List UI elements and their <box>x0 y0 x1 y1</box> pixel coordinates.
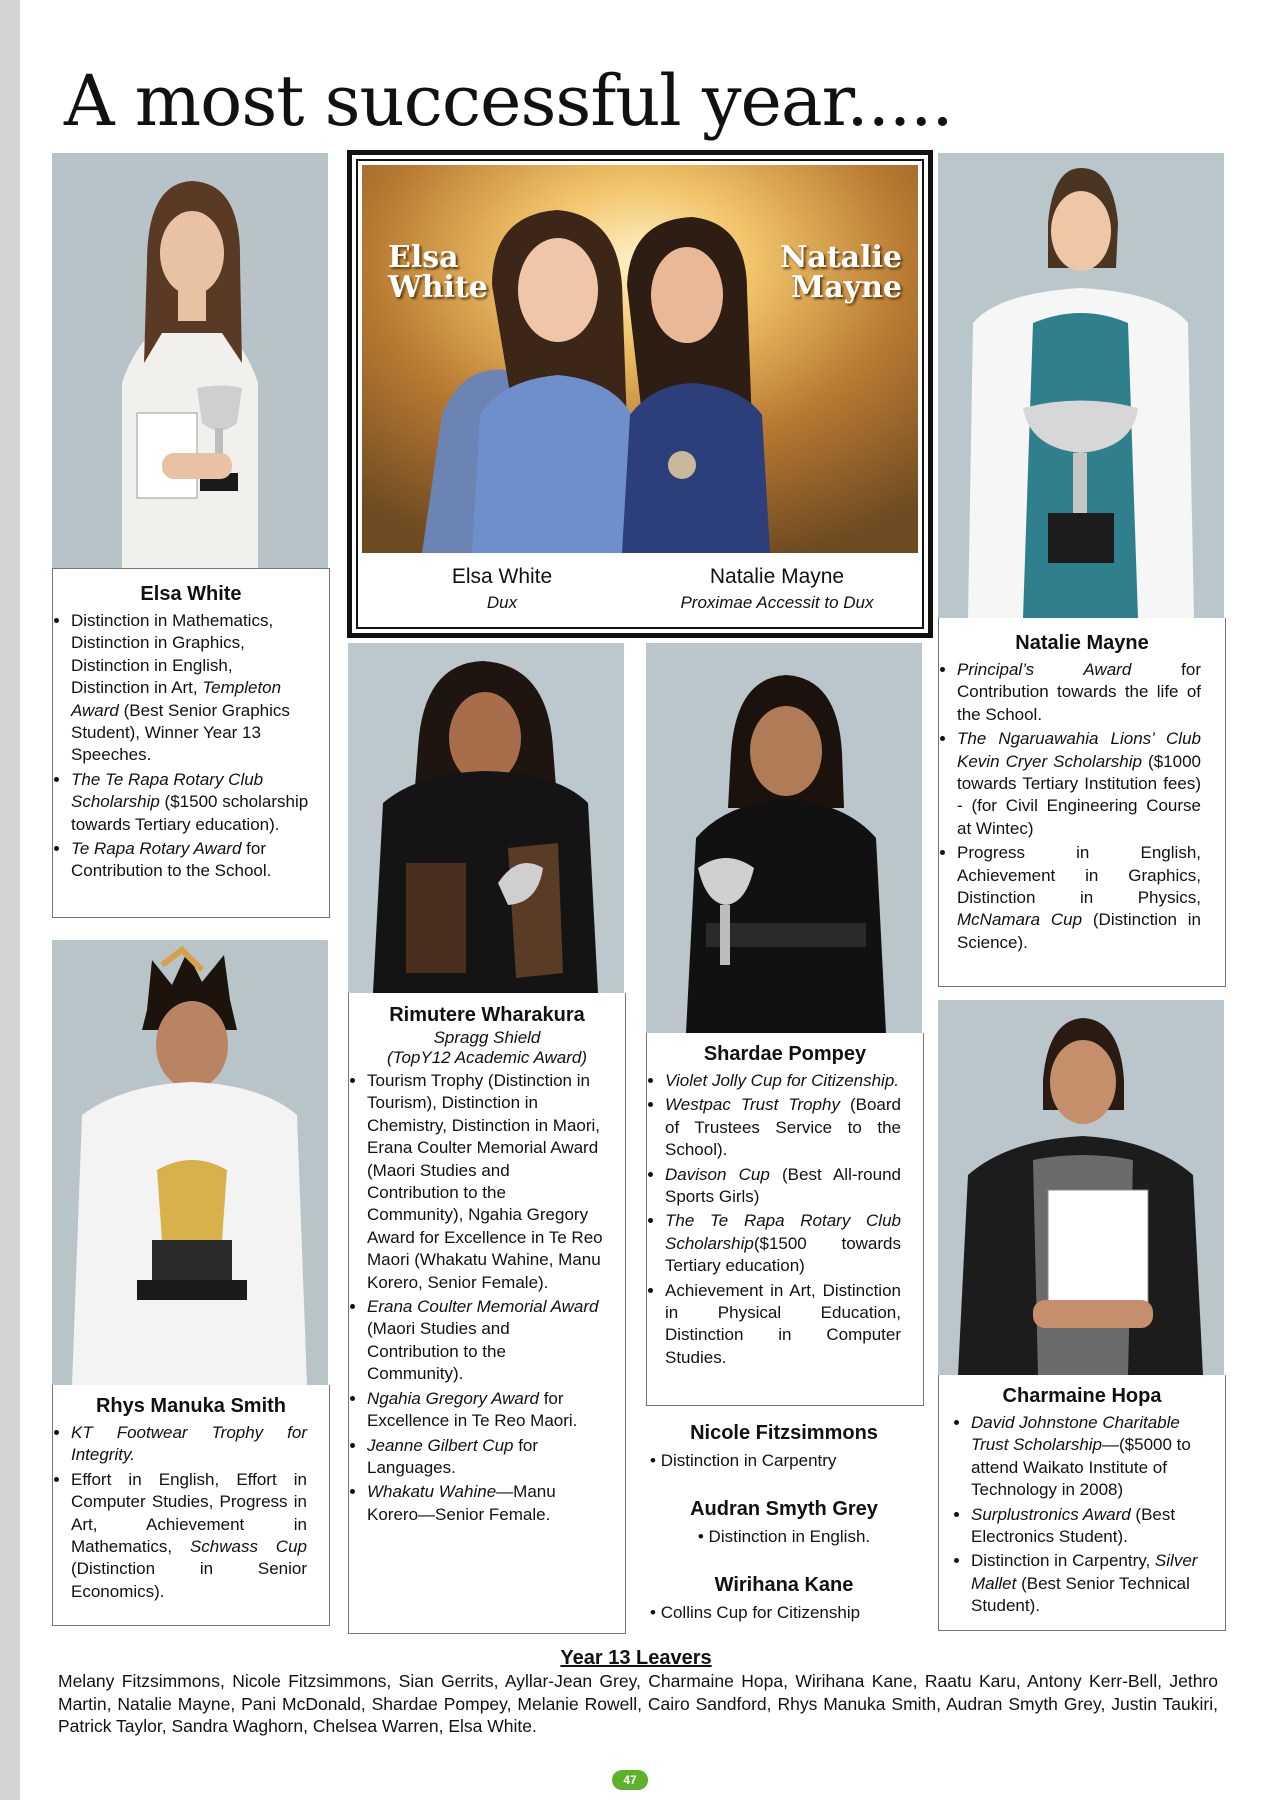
award-item: • David Johnstone Charitable Trust Scholarship—($5000 to attend Waikato Institute of Technology in 2008) <box>971 1412 1207 1502</box>
charmaine-name: Charmaine Hopa <box>1002 1385 1162 1407</box>
page-number-badge: 47 <box>612 1770 648 1790</box>
award-item: • Progress in English, Achievement in Graphics, Distinction in Physics, McNamara Cup (Distinction in Science). <box>957 842 1201 954</box>
shardae-pompey-photo <box>646 643 922 1033</box>
dux-award: Dux <box>486 593 518 612</box>
shardae-awards <box>647 1070 901 1369</box>
elsa-white-photo <box>52 153 328 568</box>
award-item: • Effort in English, Effort in Computer Studies, Progress in Art, Achievement in Mathematics, Schwass Cup (Distinction in Senior Economics). <box>71 1469 307 1603</box>
feature-overlay-right: Natalie Mayne <box>779 240 902 305</box>
dux-feature-box <box>347 150 933 638</box>
audran-award: • Distinction in English. <box>697 1527 871 1546</box>
elsa-white-awards <box>53 610 309 883</box>
rimutere-name: Rimutere Wharakura <box>389 1004 585 1026</box>
award-item: • The Te Rapa Rotary Club Scholarship($1500 towards Tertiary education) <box>665 1210 901 1277</box>
dux-caption <box>372 565 632 613</box>
award-item: • Tourism Trophy (Distinction in Tourism), Distinction in Chemistry, Distinction in Maori, Erana Coulter Memorial Award (Maori Studies and Contribution to the Community), Ngahia Gregory Award for Excellence in Te Reo Maori (Whakatu Wahine, Manu Korero, Senior Female). <box>367 1070 603 1294</box>
wirihana-award: • Collins Cup for Citizenship <box>650 1603 861 1622</box>
award-item: • Distinction in Carpentry, Silver Mallet (Best Senior Technical Student). <box>971 1550 1207 1617</box>
award-item: • Westpac Trust Trophy (Board of Trustees Service to the School). <box>665 1094 901 1161</box>
rimutere-wharakura-photo <box>348 643 624 993</box>
award-item: • Jeanne Gilbert Cup for Languages. <box>367 1435 603 1480</box>
award-item: • Violet Jolly Cup for Citizenship. <box>665 1070 901 1092</box>
page-title: A most successful year..... <box>64 60 953 142</box>
elsa-white-name: Elsa White <box>140 583 242 605</box>
proximae-award: Proximae Accessit to Dux <box>680 593 874 612</box>
feature-overlay-left: Elsa White <box>388 240 488 305</box>
shardae-pompey-card <box>646 1033 924 1406</box>
award-item: • Te Rapa Rotary Award for Contribution to the School. <box>71 838 309 883</box>
wirihana-name: Wirihana Kane <box>714 1574 854 1596</box>
proximae-name: Natalie Mayne <box>709 565 845 588</box>
award-item: • Erana Coulter Memorial Award (Maori Studies and Contribution to the Community). <box>367 1296 603 1386</box>
award-item: • Principal’s Award for Contribution towards the life of the School. <box>957 659 1201 726</box>
natalie-mayne-photo <box>938 153 1224 618</box>
award-item: • KT Footwear Trophy for Integrity. <box>71 1422 307 1467</box>
nicole-name: Nicole Fitzsimmons <box>690 1422 878 1444</box>
award-item: • The Te Rapa Rotary Club Scholarship ($1500 scholarship towards Tertiary education). <box>71 769 309 836</box>
award-item: • Distinction in Mathematics, Distinction in Graphics, Distinction in English, Distinction in Art, Templeton Award (Best Senior Graphics Student), Winner Year 13 Speeches. <box>71 610 309 767</box>
leavers-list: Melany Fitzsimmons, Nicole Fitzsimmons, Sian Gerrits, Ayllar-Jean Grey, Charmaine Hopa, Wirihana Kane, Raatu Karu, Antony Kerr-Bell, Jethro Martin, Natalie Mayne, Pani McDonald, Shardae Pompey, Melanie Rowell, Cairo Sandford, Rhys Manuka Smith, Audran Smyth Grey, Justin Taukiri, Patrick Taylor, Sandra Waghorn, Chelsea Warren, Elsa White. <box>58 1671 1218 1737</box>
rhys-name: Rhys Manuka Smith <box>95 1395 287 1417</box>
rhys-awards <box>53 1422 307 1603</box>
rhys-manuka-smith-card <box>52 1385 330 1626</box>
natalie-mayne-awards <box>939 659 1201 954</box>
leavers-title: Year 13 Leavers <box>560 1647 712 1669</box>
charmaine-hopa-card <box>938 1375 1226 1631</box>
proximae-caption <box>642 565 912 613</box>
charmaine-hopa-photo <box>938 1000 1224 1375</box>
dux-name: Elsa White <box>451 565 553 588</box>
award-item: • Achievement in Art, Distinction in Physical Education, Distinction in Computer Studies. <box>665 1280 901 1370</box>
rimutere-sub-1: Spragg Shield <box>433 1028 541 1047</box>
award-item: • The Ngaruawahia Lions’ Club Kevin Cryer Scholarship ($1000 towards Tertiary Institution fees) - (for Civil Engineering Course at Wintec) <box>957 728 1201 840</box>
award-item: • Whakatu Wahine—Manu Korero—Senior Female. <box>367 1481 603 1526</box>
rimutere-sub-2: (TopY12 Academic Award) <box>386 1048 587 1067</box>
rhys-manuka-smith-photo <box>52 940 328 1385</box>
elsa-white-card <box>52 568 330 918</box>
award-item: • Davison Cup (Best All-round Sports Girls) <box>665 1164 901 1209</box>
charmaine-awards <box>953 1412 1207 1618</box>
award-item: • Surplustronics Award (Best Electronics Student). <box>971 1504 1207 1549</box>
shardae-name: Shardae Pompey <box>703 1043 867 1065</box>
left-margin-bar <box>0 0 20 1800</box>
rimutere-awards <box>349 1070 603 1526</box>
award-item: • Ngahia Gregory Award for Excellence in Te Reo Maori. <box>367 1388 603 1433</box>
dux-feature-photo <box>362 165 918 553</box>
nicole-award: • Distinction in Carpentry <box>650 1451 837 1470</box>
natalie-mayne-card <box>938 618 1226 987</box>
rimutere-wharakura-card <box>348 993 626 1634</box>
other-awards-block <box>646 1422 922 1623</box>
natalie-mayne-name: Natalie Mayne <box>1015 632 1149 654</box>
audran-name: Audran Smyth Grey <box>690 1498 878 1520</box>
